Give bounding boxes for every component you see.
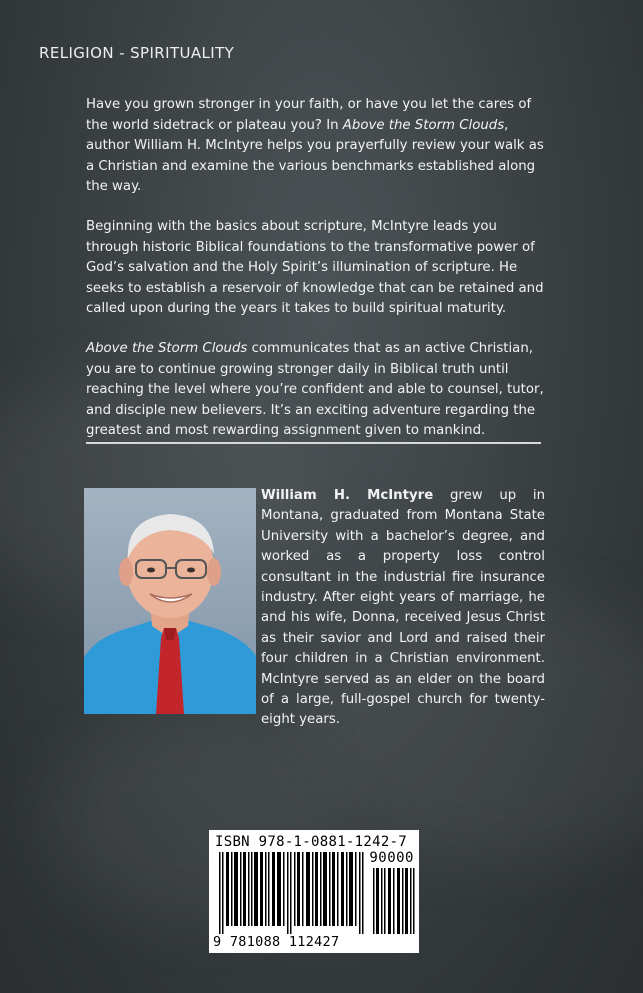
- section-divider: [86, 442, 541, 444]
- book-title-italic: Above the Storm Clouds: [342, 117, 505, 133]
- price-barcode-bars: [373, 868, 415, 934]
- price-code: 90000: [369, 850, 414, 866]
- author-name: William H. McIntyre: [261, 488, 434, 503]
- ean-digits: 9 781088 112427: [213, 934, 340, 950]
- book-description: [86, 95, 545, 461]
- isbn-text: ISBN 978-1-0881-1242-7: [215, 834, 408, 850]
- description-paragraph-3: Above the Storm Clouds communicates that as an active Christian, you are to continue growing stronger daily in Biblical truth until reaching the level where you’re confident and able to counsel, tutor, and disciple new believers. It’s an exciting adventure regarding the greatest and most rewarding assignment given to mankind.: [86, 340, 544, 439]
- isbn-barcode: [209, 830, 419, 953]
- author-bio: [261, 486, 545, 731]
- author-bio-text: grew up in Montana, graduated from Montana State University with a bachelor’s degree, and worked as a property loss control consultant in the industrial fire insurance industry. After eight years of marriage, he and his wife, Donna, received Jesus Christ as their savior and Lord and raised their four children in a Christian environment. McIntyre served as an elder on the board of a large, full-gospel church for twenty-eight years.: [261, 488, 546, 728]
- barcode-bars: [219, 852, 369, 934]
- book-title-italic: Above the Storm Clouds: [86, 340, 248, 356]
- category-label: RELIGION - SPIRITUALITY: [39, 44, 235, 62]
- description-paragraph-2: Beginning with the basics about scripture, McIntyre leads you through historic Biblical foundations to the transformative power of God’s salvation and the Holy Spirit’s illumination of scripture. He seeks to establish a reservoir of knowledge that can be retained and called upon during the years it takes to build spiritual maturity.: [86, 218, 544, 317]
- author-photo: [84, 488, 256, 714]
- description-paragraph-1: Have you grown stronger in your faith, or have you let the cares of the world sidetrack or plateau you? In Above the Storm Clouds, author William H. McIntyre helps you prayerfully review your walk as a Christian and examine the various benchmarks established along the way.: [86, 97, 544, 195]
